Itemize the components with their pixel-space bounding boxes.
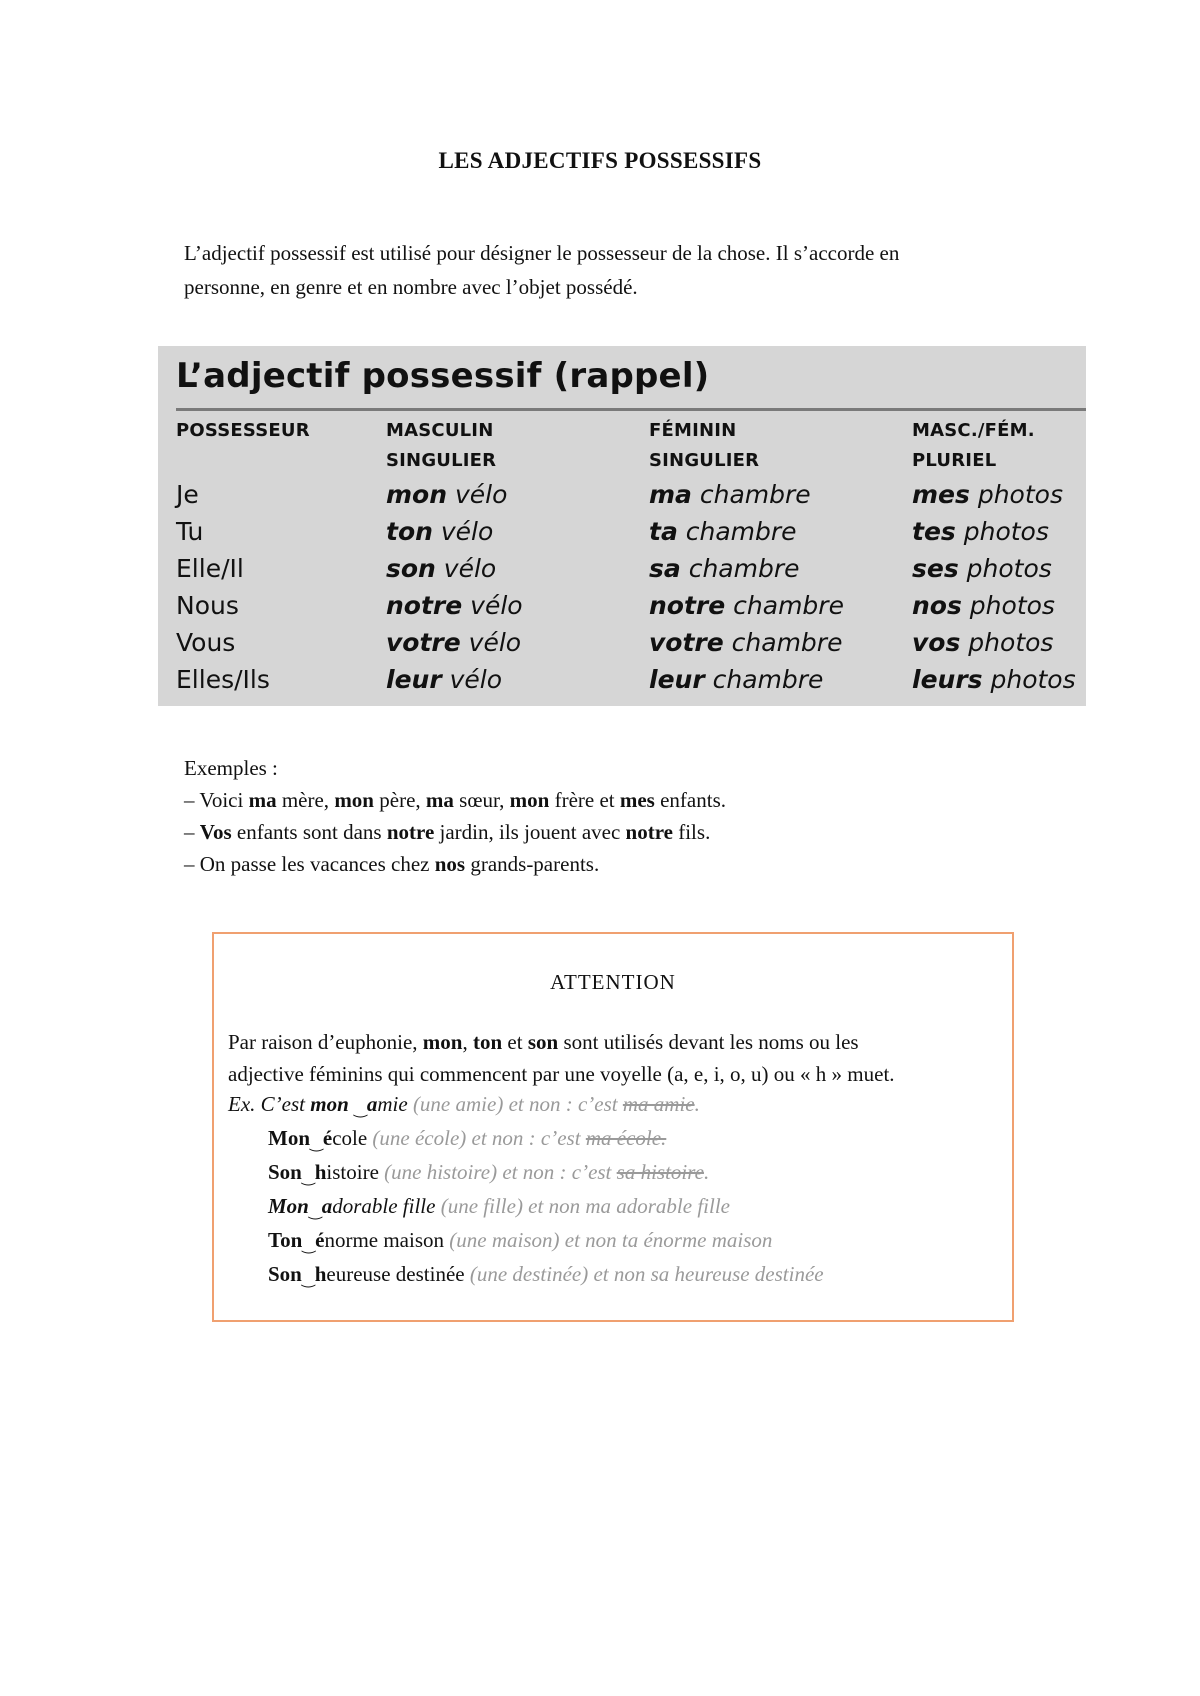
adjective: votre (386, 628, 461, 657)
column-header-pluriel: MASC./FÉM. (912, 420, 1035, 441)
column-header-masculin-sub: SINGULIER (386, 450, 497, 471)
noun: chambre (677, 517, 797, 546)
possesseur-cell: Nous (176, 591, 239, 620)
rappel-title: L’adjectif possessif (rappel) (176, 356, 710, 396)
noun: chambre (691, 480, 811, 509)
noun: photos (969, 480, 1063, 509)
adjective: son (386, 554, 436, 583)
example-line: – On passe les vacances chez nos grands-parents. (184, 852, 600, 876)
masculin-cell (386, 665, 502, 694)
intro-line: personne, en genre et en nombre avec l’objet possédé. (184, 275, 638, 299)
adjective: ma (649, 480, 692, 509)
adjective: ta (649, 517, 678, 546)
page-title: LES ADJECTIFS POSSESSIFS (438, 148, 762, 173)
examples-section (184, 752, 1084, 880)
masculin-cell (386, 628, 521, 657)
masculin-cell (386, 591, 523, 620)
adjective: notre (649, 591, 726, 620)
adjective: leurs (912, 665, 983, 694)
title-divider (176, 408, 1086, 411)
example-line: – Vos enfants sont dans notre jardin, ils jouent avec notre fils. (184, 820, 711, 844)
adjective: leur (386, 665, 442, 694)
column-header-feminin-sub: SINGULIER (649, 450, 760, 471)
attention-box (212, 932, 1014, 1322)
noun: photos (961, 591, 1055, 620)
column-header-possesseur: POSSESSEUR (176, 420, 310, 441)
liaison-mark: ‿ (310, 1135, 323, 1152)
feminin-cell (649, 480, 811, 509)
noun: vélo (441, 665, 503, 694)
noun: photos (955, 517, 1049, 546)
adjective: mon (386, 480, 448, 509)
euphony-example: Son‿heureuse destinée (une destinée) et non sa heureuse destinée (268, 1262, 824, 1288)
noun: chambre (704, 665, 824, 694)
pluriel-cell (912, 628, 1053, 657)
feminin-cell (649, 628, 842, 657)
possesseur-cell: Elle/Il (176, 554, 244, 583)
intro-line: L’adjectif possessif est utilisé pour désigner le possesseur de la chose. Il s’accorde en (184, 241, 900, 265)
feminin-cell (649, 665, 823, 694)
noun: chambre (680, 554, 800, 583)
noun: photos (960, 628, 1054, 657)
euphony-example: Ton‿énorme maison (une maison) et non ta énorme maison (268, 1228, 773, 1254)
column-header-masculin: MASCULIN (386, 420, 494, 441)
feminin-cell (649, 517, 797, 546)
liaison-mark: ‿ (354, 1101, 367, 1118)
feminin-cell (649, 591, 844, 620)
liaison-mark: ‿ (301, 1169, 315, 1186)
masculin-cell (386, 517, 493, 546)
column-header-pluriel-sub: PLURIEL (912, 450, 997, 471)
noun: photos (982, 665, 1076, 694)
noun: vélo (432, 517, 494, 546)
adjective: mes (912, 480, 970, 509)
masculin-cell (386, 480, 507, 509)
noun: chambre (723, 628, 843, 657)
attention-paragraph: adjective féminins qui commencent par une voyelle (a, e, i, o, u) ou « h » muet. (228, 1062, 895, 1086)
liaison-mark: ‿ (302, 1237, 316, 1254)
noun: vélo (435, 554, 497, 583)
adjective: ses (912, 554, 959, 583)
adjective: vos (912, 628, 961, 657)
euphony-example: Ex. C’est mon ‿amie (une amie) et non : c’est ma amie. (228, 1092, 700, 1118)
adjective: sa (649, 554, 681, 583)
masculin-cell (386, 554, 496, 583)
examples-heading: Exemples : (184, 756, 278, 780)
euphony-example: Mon‿école (une école) et non : c’est ma école. (268, 1126, 667, 1152)
attention-paragraph: Par raison d’euphonie, mon, ton et son sont utilisés devant les noms ou les (228, 1030, 859, 1054)
feminin-cell (649, 554, 800, 583)
pluriel-cell (912, 665, 1076, 694)
noun: chambre (725, 591, 844, 620)
adjective: ton (386, 517, 433, 546)
euphony-example: Mon‿adorable fille (une fille) et non ma adorable fille (268, 1194, 730, 1220)
attention-title: ATTENTION (550, 970, 676, 994)
column-header-feminin: FÉMININ (649, 420, 737, 441)
noun: photos (958, 554, 1052, 583)
possesseur-cell: Je (176, 480, 199, 509)
possesseur-cell: Vous (176, 628, 236, 657)
adjective: nos (912, 591, 962, 620)
possesseur-cell: Elles/Ils (176, 665, 270, 694)
noun: vélo (447, 480, 508, 509)
euphony-example: Son‿histoire (une histoire) et non : c’est sa histoire. (268, 1160, 710, 1186)
adjective: leur (649, 665, 705, 694)
noun: vélo (460, 628, 522, 657)
attention-body (228, 1026, 1008, 1294)
adjective: tes (912, 517, 956, 546)
pluriel-cell (912, 480, 1063, 509)
liaison-mark: ‿ (301, 1271, 315, 1288)
adjective: votre (649, 628, 724, 657)
pluriel-cell (912, 591, 1055, 620)
pluriel-cell (912, 554, 1052, 583)
pluriel-cell (912, 517, 1049, 546)
example-line: – Voici ma mère, mon père, ma sœur, mon frère et mes enfants. (184, 788, 727, 812)
possesseur-cell: Tu (176, 517, 204, 546)
intro-paragraph (184, 236, 1044, 304)
noun: vélo (462, 591, 523, 620)
adjective: notre (386, 591, 463, 620)
liaison-mark: ‿ (308, 1203, 322, 1220)
rappel-table-panel (158, 346, 1086, 706)
